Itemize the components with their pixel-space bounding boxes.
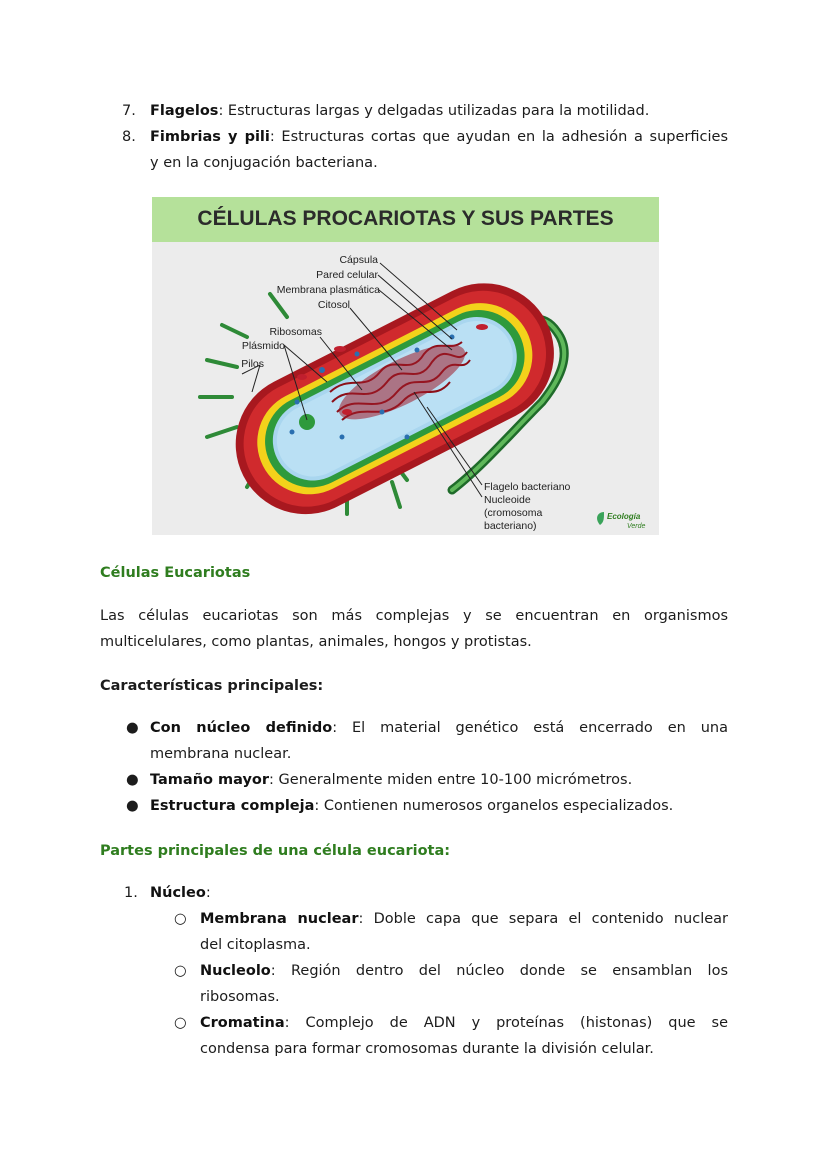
prokaryotic-cell-figure <box>152 197 659 535</box>
label-pilos: Pilos <box>241 358 264 370</box>
nucleus-sublist <box>174 906 728 1062</box>
circle-bullet-icon: ○ <box>174 963 187 979</box>
label-plasmido: Plásmido <box>241 340 285 352</box>
label-ribosomas: Ribosomas <box>269 326 322 338</box>
list-text-continued: membrana nuclear. <box>150 746 292 762</box>
list-item <box>100 767 728 793</box>
sublist-text: : Doble capa que separa el contenido nuclear <box>358 911 728 927</box>
list-colon: : <box>205 885 211 901</box>
list-item <box>100 715 728 767</box>
eucariotas-paragraph <box>100 603 728 655</box>
sublist-text-continued: ribosomas. <box>200 989 280 1005</box>
bullet-icon: ● <box>126 720 139 736</box>
label-nucleoide-2: (cromosoma <box>484 507 543 519</box>
label-capsula: Cápsula <box>339 254 378 266</box>
list-item <box>100 98 728 124</box>
bacterium-illustration <box>152 242 659 535</box>
paragraph-line: Las células eucariotas son más complejas y se encuentran en organismos <box>100 608 728 624</box>
sublist-term: Cromatina <box>200 1015 285 1031</box>
list-text: : El material genético está encerrado en una <box>332 720 728 736</box>
label-flagelo: Flagelo bacteriano <box>484 481 571 493</box>
list-term: Núcleo <box>150 885 206 901</box>
characteristics-heading: Características principales: <box>100 678 324 694</box>
sublist-text: : Complejo de ADN y proteínas (histonas) que se <box>284 1015 728 1031</box>
sublist-item <box>174 958 728 1010</box>
list-number: 1. <box>124 885 138 901</box>
label-membrana: Membrana plasmática <box>276 284 380 296</box>
list-item <box>100 880 728 906</box>
characteristics-list <box>100 715 728 819</box>
list-text: : Estructuras largas y delgadas utilizadas para la motilidad. <box>218 103 650 119</box>
list-text: : Generalmente miden entre 10-100 micrómetros. <box>269 772 633 788</box>
list-item <box>100 124 728 176</box>
sublist-text-continued: condensa para formar cromosomas durante la división celular. <box>200 1041 654 1057</box>
list-number: 8. <box>122 129 136 145</box>
parts-list <box>100 880 728 1062</box>
bacteria-parts-list <box>100 98 728 176</box>
figure-title: CÉLULAS PROCARIOTAS Y SUS PARTES <box>197 207 614 230</box>
label-nucleoide-3: bacteriano) <box>484 520 537 532</box>
list-text: : Contienen numerosos organelos especializados. <box>314 798 674 814</box>
label-citosol: Citosol <box>317 299 350 311</box>
list-line <box>150 124 728 150</box>
logo-line-2: Verde <box>627 523 646 530</box>
section-heading-partes: Partes principales de una célula eucariota: <box>100 843 451 859</box>
circle-bullet-icon: ○ <box>174 911 187 927</box>
label-pared: Pared celular <box>316 269 378 281</box>
bullet-icon: ● <box>126 798 139 814</box>
list-term: Tamaño mayor <box>150 772 270 788</box>
sublist-text: : Región dentro del núcleo donde se ensamblan los <box>270 963 728 979</box>
paragraph-line: multicelulares, como plantas, animales, hongos y protistas. <box>100 634 532 650</box>
sublist-term: Membrana nuclear <box>200 911 359 927</box>
leaf-icon <box>597 512 604 525</box>
list-term: Estructura compleja <box>150 798 315 814</box>
circle-bullet-icon: ○ <box>174 1015 187 1031</box>
plasmid-shape <box>299 414 315 430</box>
list-term: Flagelos <box>150 103 219 119</box>
label-nucleoide: Nucleoide <box>484 494 531 506</box>
list-item <box>100 793 728 819</box>
logo-line-1: Ecología <box>607 512 641 521</box>
sublist-item <box>174 906 728 958</box>
ecologia-verde-logo <box>597 512 645 530</box>
bullet-icon: ● <box>126 772 139 788</box>
list-text-continued: y en la conjugación bacteriana. <box>150 155 378 171</box>
list-number: 7. <box>122 103 136 119</box>
list-term: Fimbrias y pili <box>150 129 270 145</box>
sublist-text-continued: del citoplasma. <box>200 937 311 953</box>
sublist-term: Nucleolo <box>200 963 271 979</box>
section-heading-eucariotas: Células Eucariotas <box>100 565 251 581</box>
list-term: Con núcleo definido <box>150 720 333 736</box>
list-text: : Estructuras cortas que ayudan en la adhesión a superficies <box>269 129 728 145</box>
sublist-item <box>174 1010 728 1062</box>
